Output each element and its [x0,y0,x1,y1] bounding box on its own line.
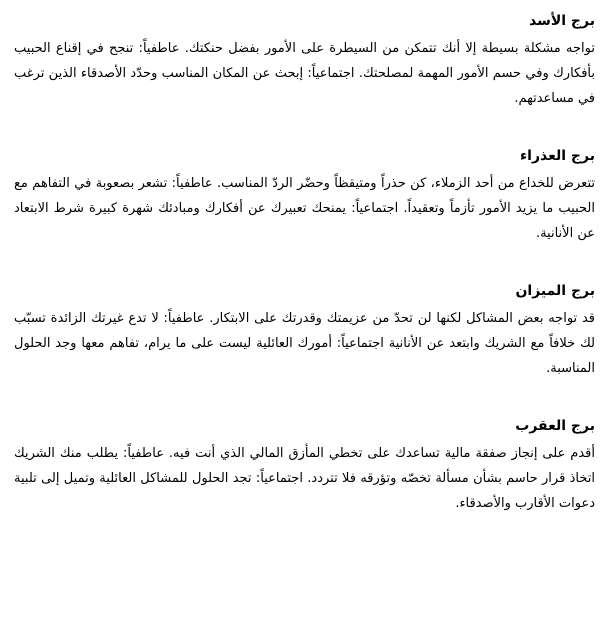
section-title: برج العقرب [515,418,595,434]
section-title: برج الميزان [515,283,595,299]
section-title: برج الأسد [528,13,595,29]
section-text: أقدم على إنجاز صفقة مالية تساعدك على تخطي المأزق المالي الذي أنت فيه. عاطفياً: يطلب منك الشريك اتخاذ قرار حاسم بشأن مسألة تخصّه وتؤرقه فلا تتردد. اجتماعياً: تجد الحلول للمشاكل العائلية وتميل إلى تلبية دعوات الأقارب والأصدقاء. [14,446,595,511]
section-leo [14,10,595,111]
section-title: برج العذراء [520,148,595,164]
section-libra [14,280,595,381]
section-scorpio [14,415,595,516]
section-text: تواجه مشكلة بسيطة إلا أنك تتمكن من السيطرة على الأمور بفضل حنكتك. عاطفياً: تنجح في إقناع الحبيب بأفكارك وفي حسم الأمور المهمة لمصلحتك. اجتماعياً: إبحث عن المكان المناسب وحدّد الأصدقاء الذين ترغب في مساعدتهم. [14,41,595,106]
section-text: قد تواجه بعض المشاكل لكنها لن تحدّ من عزيمتك وقدرتك على الابتكار. عاطفياً: لا تدع غيرتك الزائدة تسبّب لك خلافاً مع الشريك وابتعد عن الأنانية اجتماعياً: أمورك العائلية ليست على ما يرام، تفاهم معها وجد الحلول المناسبة. [14,311,595,376]
section-text: تتعرض للخداع من أحد الزملاء، كن حذراً ومتيقظاً وحضّر الردّ المناسب. عاطفياً: تشعر بصعوبة في التفاهم مع الحبيب ما يزيد الأمور تأزماً وتعقيداً. اجتماعياً: يمنحك تعبيرك عن أفكارك ومبادئك شهرة كبيرة شرط الابتعاد عن الأنانية. [14,176,595,241]
section-virgo [14,145,595,246]
